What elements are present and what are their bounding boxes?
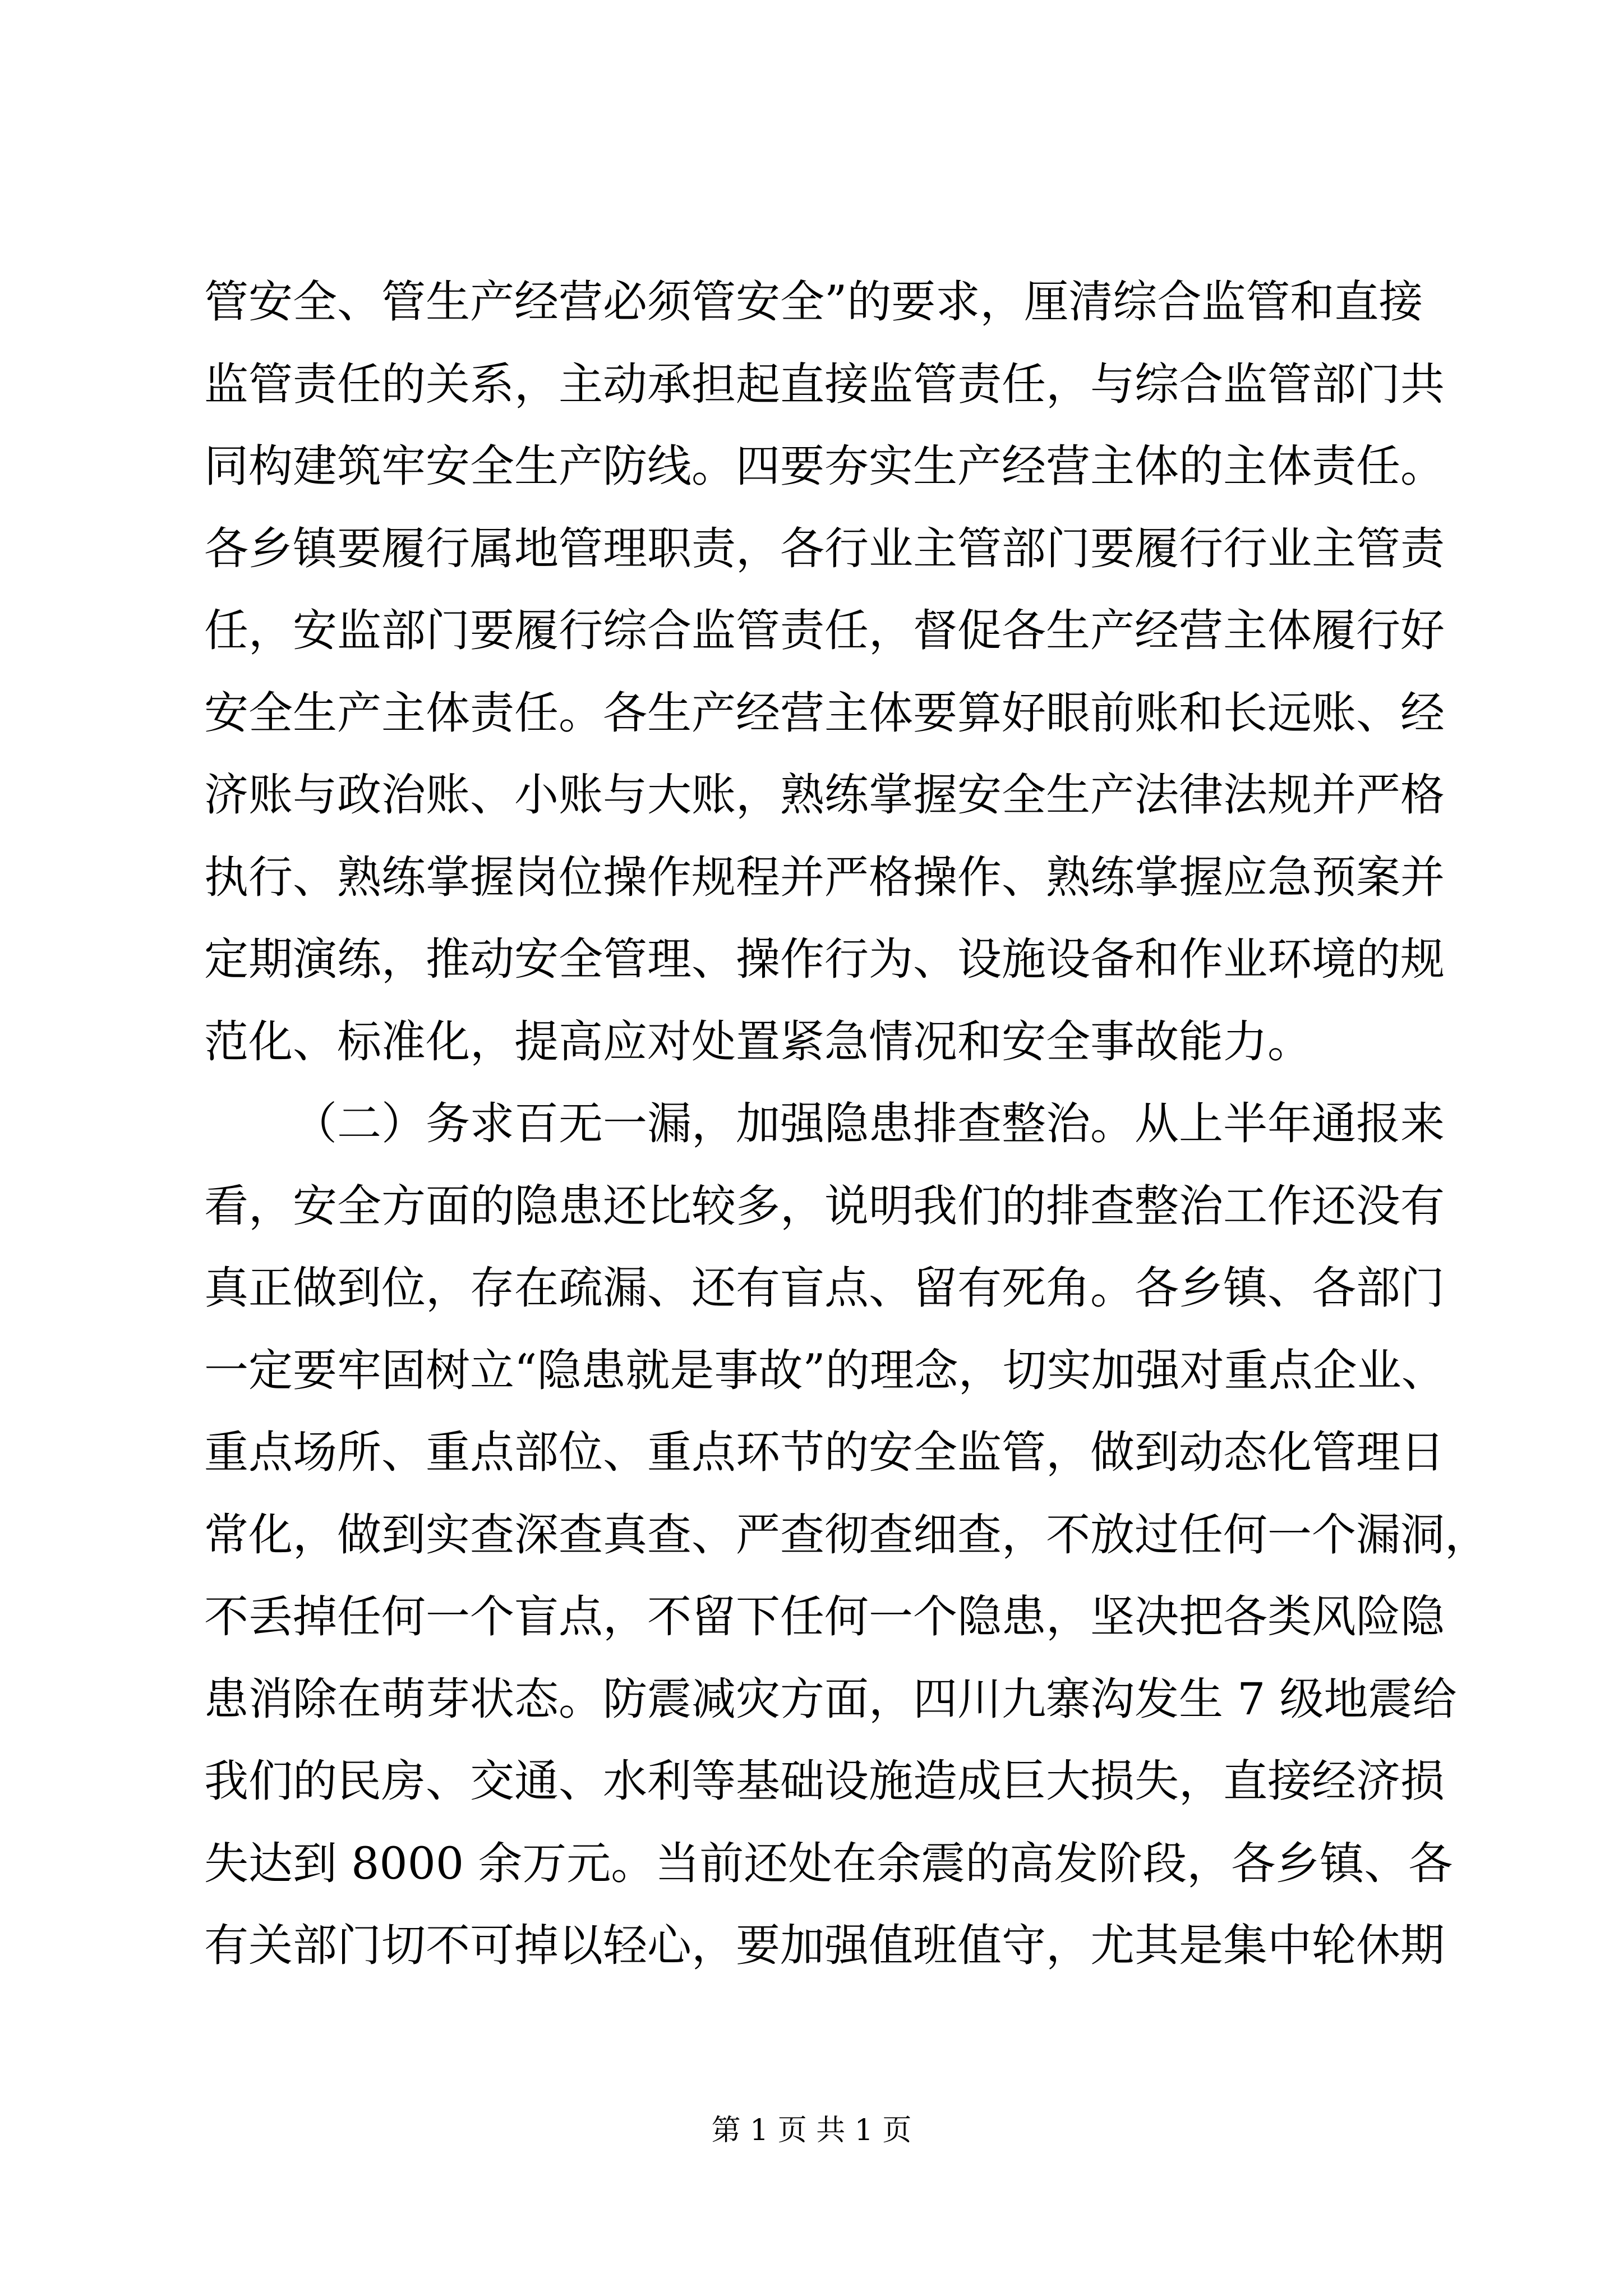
text-line: 执行、熟练掌握岗位操作规程并严格操作、熟练掌握应急预案并 xyxy=(204,851,1445,903)
text-line: 一定要牢固树立“隐患就是事故”的理念，切实加强对重点企业、 xyxy=(204,1344,1446,1396)
page-footer xyxy=(0,2106,1623,2148)
text-line: 济账与政治账、小账与大账，熟练掌握安全生产法律法规并严格 xyxy=(204,769,1445,821)
section-heading-line: （二）务求百无一漏，加强隐患排查整治。从上半年通报来 xyxy=(293,1098,1445,1149)
text-line: 常化，做到实查深查真查、严查彻查细查，不放过任何一个漏洞， xyxy=(204,1508,1489,1561)
text-line: 管安全、管生产经营必须管安全”的要求，厘清综合监管和直接 xyxy=(204,276,1423,328)
text-line: 同构建筑牢安全生产防线。四要夯实生产经营主体的主体责任。 xyxy=(204,440,1445,492)
text-line: 重点场所、重点部位、重点环节的安全监管，做到动态化管理日 xyxy=(204,1427,1445,1478)
text-line: 安全生产主体责任。各生产经营主体要算好眼前账和长远账、经 xyxy=(204,687,1445,739)
text-line: 失达到 8000 余万元。当前还处在余震的高发阶段，各乡镇、各 xyxy=(204,1837,1453,1889)
page-number: 第 1 页 共 1 页 xyxy=(711,2114,912,2147)
text-line: 定期演练，推动安全管理、操作行为、设施设备和作业环境的规 xyxy=(204,933,1445,985)
text-line: 范化、标准化，提高应对处置紧急情况和安全事故能力。 xyxy=(204,1015,1312,1068)
body-text xyxy=(204,261,1489,1987)
text-line: 患消除在萌芽状态。防震减灾方面，四川九寨沟发生 7 级地震给 xyxy=(204,1673,1457,1725)
text-line: 各乡镇要履行属地管理职责，各行业主管部门要履行行业主管责 xyxy=(204,522,1445,574)
text-line: 不丢掉任何一个盲点，不留下任何一个隐患，坚决把各类风险隐 xyxy=(204,1591,1445,1642)
text-line: 我们的民房、交通、水利等基础设施造成巨大损失，直接经济损 xyxy=(204,1755,1445,1807)
text-line: 真正做到位，存在疏漏、还有盲点、留有死角。各乡镇、各部门 xyxy=(204,1262,1445,1314)
text-line: 监管责任的关系，主动承担起直接监管责任，与综合监管部门共 xyxy=(204,358,1445,410)
text-line: 看，安全方面的隐患还比较多，说明我们的排查整治工作还没有 xyxy=(204,1180,1445,1232)
text-line: 有关部门切不可掉以轻心，要加强值班值守，尤其是集中轮休期 xyxy=(204,1920,1445,1971)
text-line: 任，安监部门要履行综合监管责任，督促各生产经营主体履行好 xyxy=(204,605,1445,656)
